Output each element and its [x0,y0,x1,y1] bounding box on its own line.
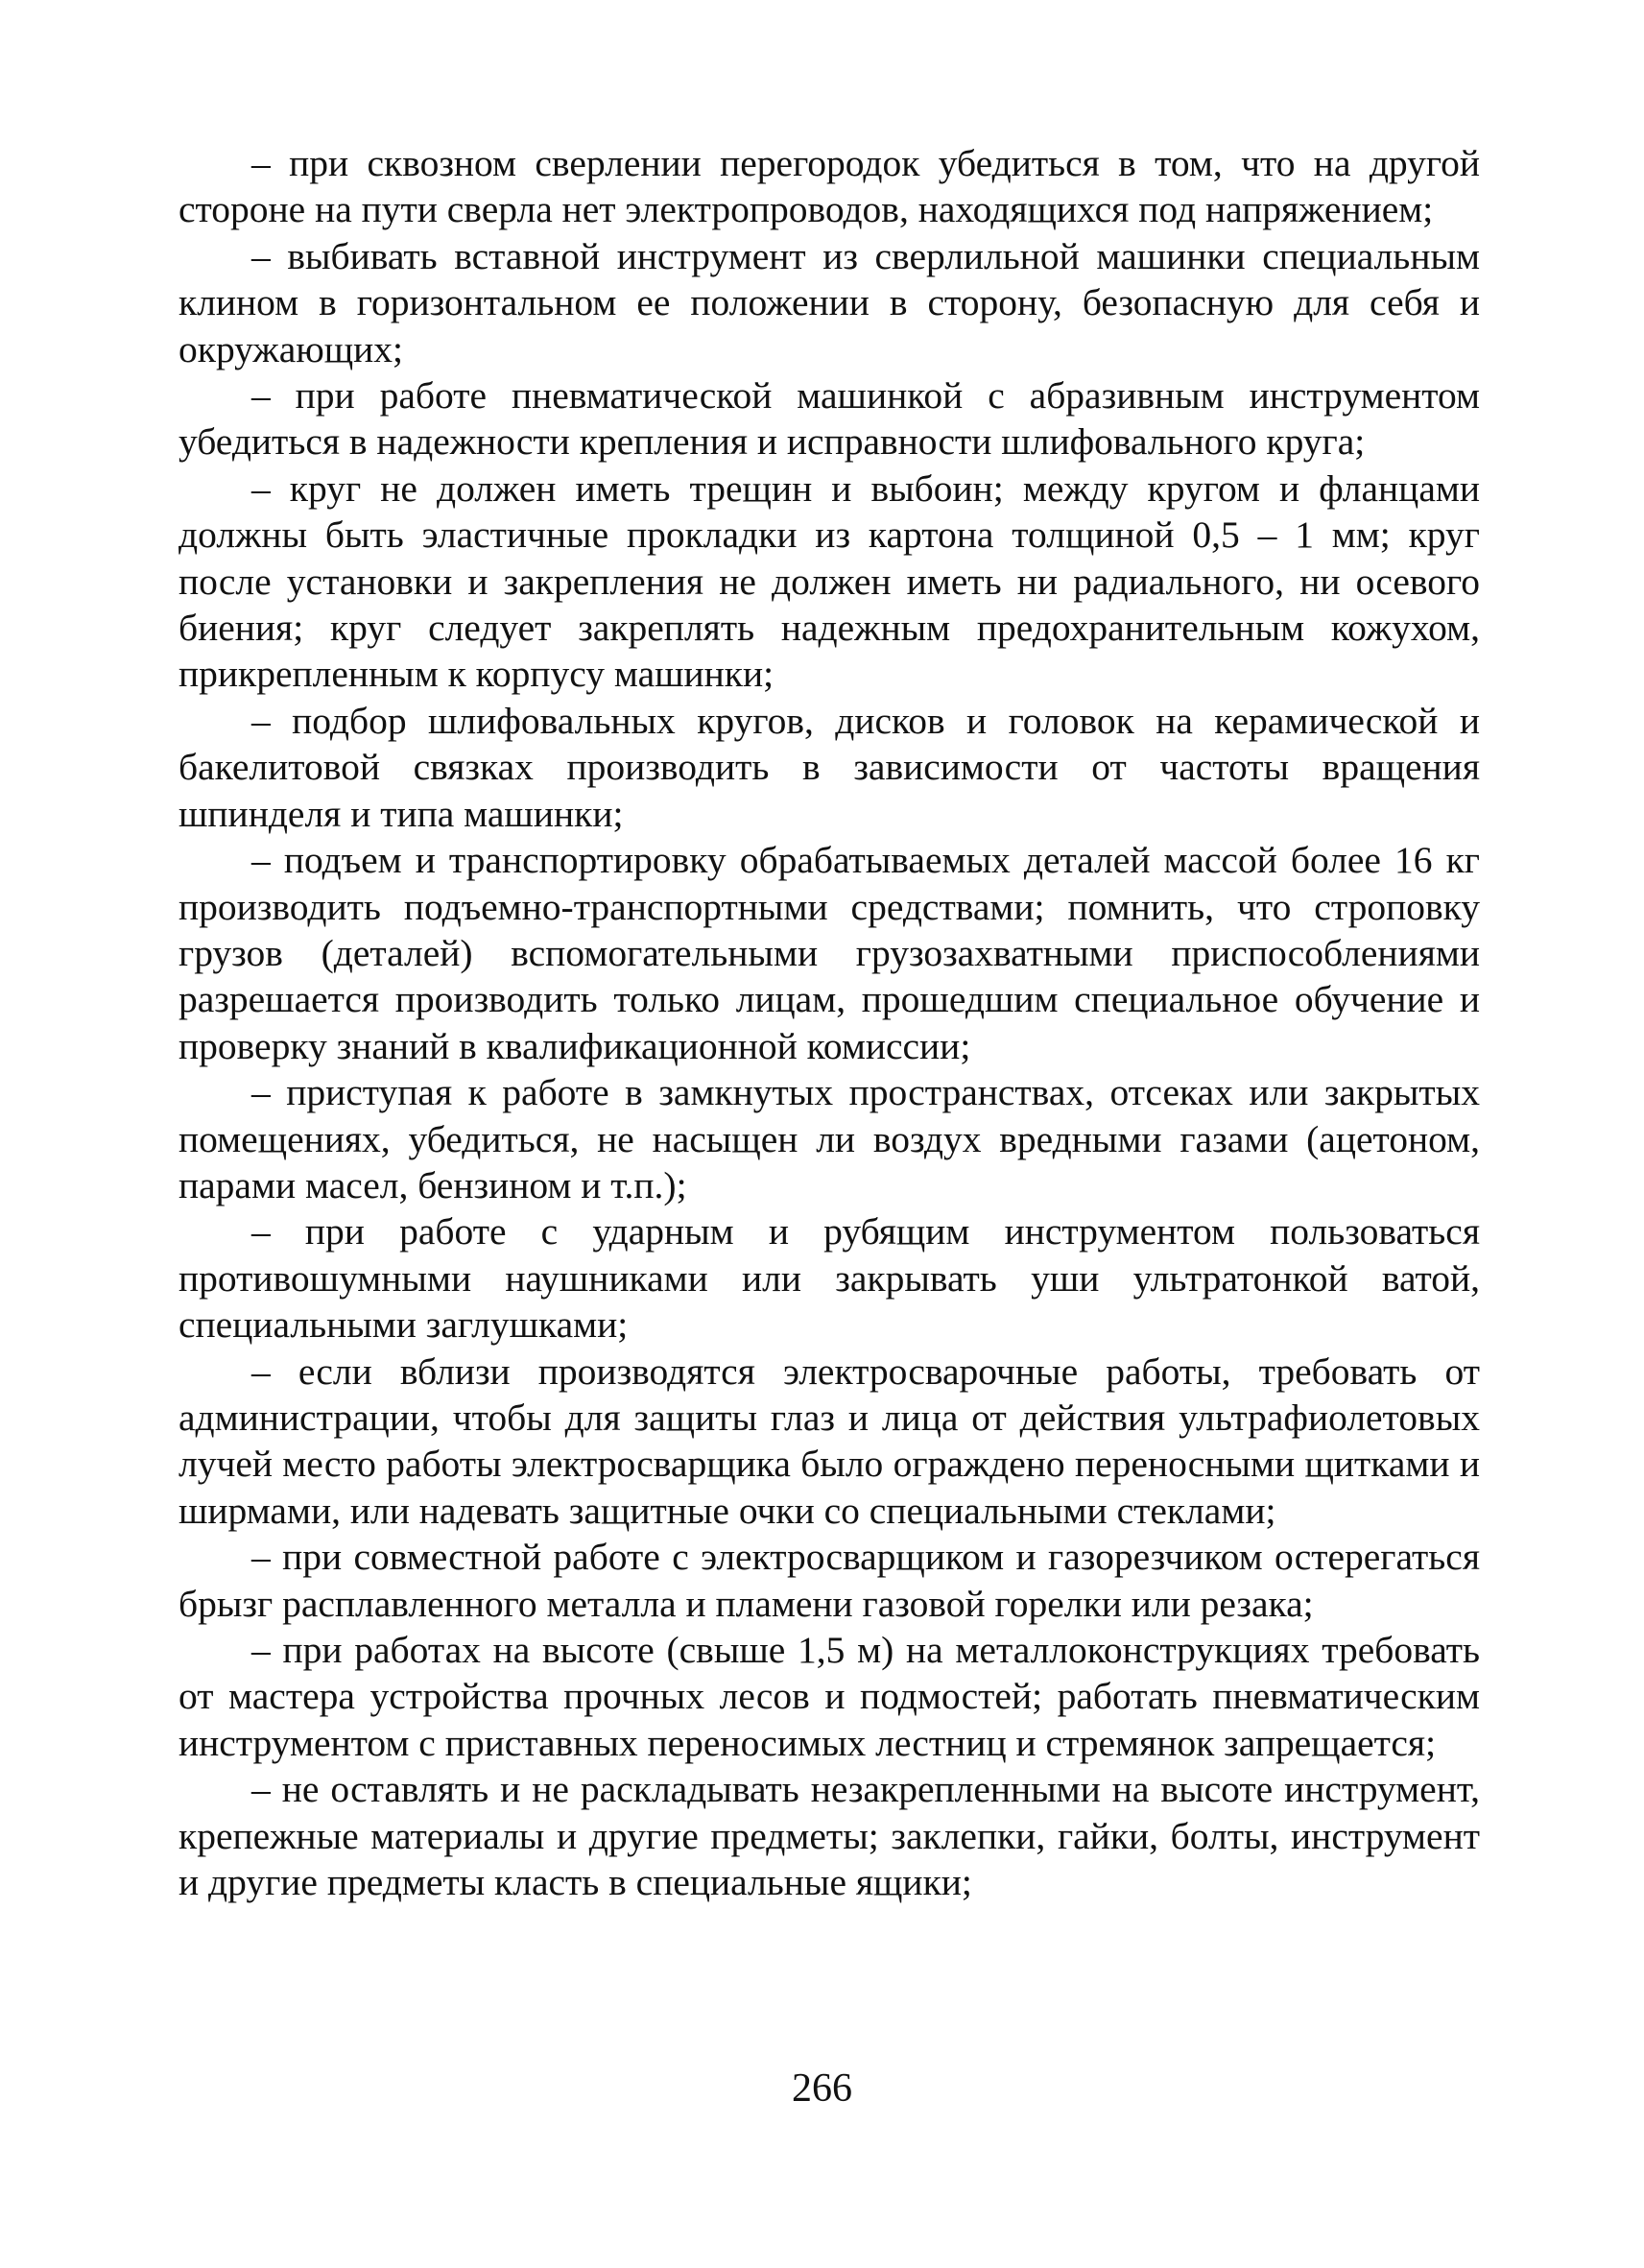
body-text [179,140,1480,1905]
paragraph: – при работе пневматической машинкой с абразивным инструментом убедиться в надежности крепления и исправности шлифовального круга; [179,374,1480,464]
paragraph: – выбивать вставной инструмент из сверлильной машинки специальным клином в горизонтальном ее положении в сторону, безопасную для себя и окружающих; [179,234,1480,370]
paragraph: – подбор шлифовальных кругов, дисков и головок на керамической и бакелитовой связках производить в зависимости от частоты вращения шпинделя и типа машинки; [179,699,1480,835]
paragraph: – при работе с ударным и рубящим инструментом пользоваться противошумными наушниками или закрывать уши ультратонкой ватой, специальными заглушками; [179,1210,1480,1347]
paragraph: – приступая к работе в замкнутых пространствах, отсеках или закрытых помещениях, убедиться, не насыщен ли воздух вредными газами (ацетоном, парами масел, бензином и т.п.); [179,1071,1480,1206]
paragraph: – не оставлять и не раскладывать незакрепленными на высоте инструмент, крепежные материалы и другие предметы; заклепки, гайки, болты, инструмент и другие предметы класть в специальные ящики; [179,1768,1480,1904]
paragraph: – при сквозном сверлении перегородок убедиться в том, что на другой стороне на пути сверла нет электропроводов, находящихся под напряжением; [179,142,1480,231]
paragraph: – при совместной работе с электросварщиком и газорезчиком остерегаться брызг расплавленного металла и пламени газовой горелки или резака; [179,1536,1480,1625]
paragraph: – при работах на высоте (свыше 1,5 м) на металлоконструкциях требовать от мастера устройства прочных лесов и подмостей; работать пневматическим инструментом с приставных переносимых лестниц и стремянок запрещается; [179,1629,1480,1764]
page-number: 266 [792,2066,852,2111]
paragraph: – подъем и транспортировку обрабатываемых деталей массой более 16 кг производить подъемно-транспортными средствами; помнить, что строповку грузов (деталей) вспомогательными грузозахватными приспособлениями разрешается производить только лицам, прошедшим специальное обучение и проверку знаний в квалификационной комиссии; [179,839,1480,1067]
paragraph: – если вблизи производятся электросварочные работы, требовать от администрации, чтобы для защиты глаз и лица от действия ультрафиолетовых лучей место работы электросварщика было ограждено переносными щитками и ширмами, или надевать защитные очки со специальными стеклами; [179,1349,1480,1532]
paragraph: – круг не должен иметь трещин и выбоин; между кругом и фланцами должны быть эластичные прокладки из картона толщиной 0,5 – 1 мм; круг после установки и закрепления не должен иметь ни радиального, ни осевого биения; круг следует закреплять надежным предохранительным кожухом, прикрепленным к корпусу машинки; [179,466,1480,696]
